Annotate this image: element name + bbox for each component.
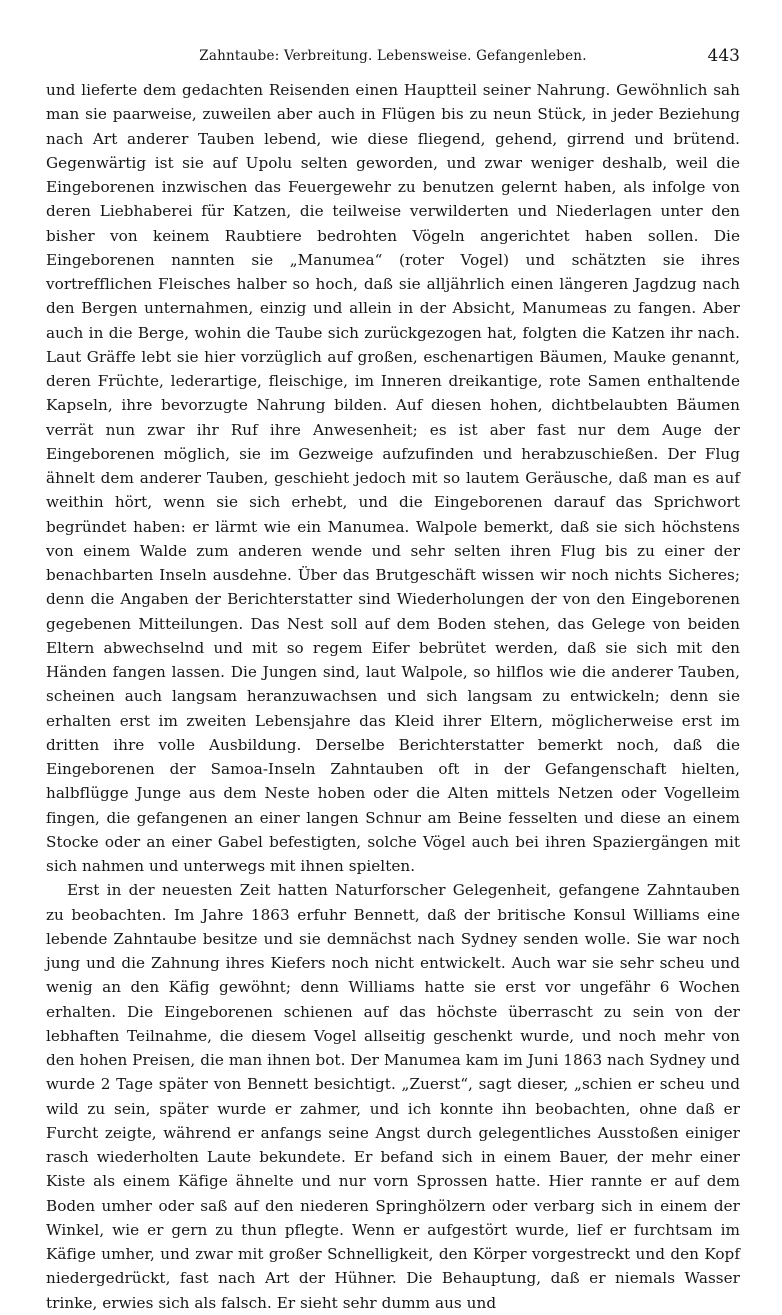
paragraph-2: Erst in der neuesten Zeit hatten Naturforscher Gelegenheit, gefangene Zahntauben zu beobachten. Im Jahre 1863 erfuhr Bennett, daß der britische Konsul Williams eine lebende Zahntaube besitze und sie demnächst nach Sydney senden wolle. Sie war noch jung und die Zahnung ihres Kiefers noch nicht entwickelt. Auch war sie sehr scheu und wenig an den Käfig gewöhnt; denn Williams hatte sie erst vor ungefähr 6 Wochen erhalten. Die Eingeborenen schienen auf das höchste überrascht zu sein von der lebhaften Teilnahme, die diesem Vogel allseitig geschenkt wurde, und noch mehr von den hohen Preisen, die man ihnen bot. Der Manumea kam im Juni 1863 nach Sydney und wurde 2 Tage später von Bennett besichtigt. „Zuerst“, sagt dieser, „schien er scheu und wild zu sein, später wurde er zahmer, und ich konnte ihn beobachten, ohne daß er Furcht zeigte, während er anfangs seine Angst durch gelegentliches Ausstoßen einiger rasch wiederholten Laute bekundete. Er befand sich in einem Bauer, der mehr einer Kiste als einem Käfige ähnelte und nur vorn Sprossen hatte. Hier rannte er auf dem Boden umher oder saß auf den niederen Springhölzern oder verbarg sich in einem der Winkel, wie er gern zu thun pflegte. Wenn er aufgestört wurde, lief er furchtsam im Käfige umher, und zwar mit großer Schnelligkeit, den Körper vorgestreckt und den Kopf niedergedrückt, fast nach Art der Hühner. Die Behauptung, daß er niemals Wasser trinke, erwies sich als falsch. Er sieht sehr dumm aus und xyxy=(46,881,740,1312)
running-head: Zahntaube: Verbreitung. Lebensweise. Gefangenleben. xyxy=(199,48,587,64)
body-text xyxy=(46,78,740,1315)
paragraph-1: und lieferte dem gedachten Reisenden einen Hauptteil seiner Nahrung. Gewöhnlich sah man sie paarweise, zuweilen aber auch in Flügen bis zu neun Stück, in jeder Beziehung nach Art anderer Tauben lebend, wie diese fliegend, gehend, girrend und brütend. Gegenwärtig ist sie auf Upolu selten geworden, und zwar weniger deshalb, weil die Eingeborenen inzwischen das Feuergewehr zu benutzen gelernt haben, als infolge von deren Liebhaberei für Katzen, die teilweise verwilderten und Niederlagen unter den bisher von keinem Raubtiere bedrohten Vögeln angerichtet haben sollen. Die Eingeborenen nannten sie „Manumea“ (roter Vogel) und schätzten sie ihres vortrefflichen Fleisches halber so hoch, daß sie alljährlich einen längeren Jagdzug nach den Bergen unternahmen, einzig und allein in der Absicht, Manumeas zu fangen. Aber auch in die Berge, wohin die Taube sich zurückgezogen hat, folgten die Katzen ihr nach. Laut Gräffe lebt sie hier vorzüglich auf großen, eschenartigen Bäumen, Mauke genannt, deren Früchte, lederartige, fleischige, im Inneren dreikantige, rote Samen enthaltende Kapseln, ihre bevorzugte Nahrung bilden. Auf diesen hohen, dichtbelaubten Bäumen verrät nun zwar ihr Ruf ihre Anwesenheit; es ist aber fast nur dem Auge der Eingeborenen möglich, sie im Gezweige aufzufinden und herabzuschießen. Der Flug ähnelt dem anderer Tauben, geschieht jedoch mit so lautem Geräusche, daß man es auf weithin hört, wenn sie sich erhebt, und die Eingeborenen darauf das Sprichwort begründet haben: er lärmt wie ein Manumea. Walpole bemerkt, daß sie sich höchstens von einem Walde zum anderen wende und sehr selten ihren Flug bis zu einer der benachbarten Inseln ausdehne. Über das Brutgeschäft wissen wir noch nichts Sicheres; denn die Angaben der Berichterstatter sind Wiederholungen der von den Eingeborenen gegebenen Mitteilungen. Das Nest soll auf dem Boden stehen, das Gelege von beiden Eltern abwechselnd und mit so regem Eifer bebrütet werden, daß sie sich mit den Händen fangen lassen. Die Jungen sind, laut Walpole, so hilflos wie die anderer Tauben, scheinen auch langsam heranzuwachsen und sich langsam zu entwickeln; denn sie erhalten erst im zweiten Lebensjahre das Kleid ihrer Eltern, möglicherweise erst im dritten ihre volle Ausbildung. Derselbe Berichterstatter bemerkt noch, daß die Eingeborenen der Samoa-Inseln Zahntauben oft in der Gefangenschaft hielten, halbflügge Junge aus dem Neste hoben oder die Alten mittels Netzen oder Vogelleim fingen, die gefangenen an einer langen Schnur am Beine fesselten und diese an einem Stocke oder an einer Gabel befestigten, solche Vögel auch bei ihren Spaziergängen mit sich nahmen und unterwegs mit ihnen spielten. xyxy=(46,81,740,875)
book-page xyxy=(46,46,740,1315)
page-header xyxy=(46,46,740,70)
page-number: 443 xyxy=(707,46,740,66)
